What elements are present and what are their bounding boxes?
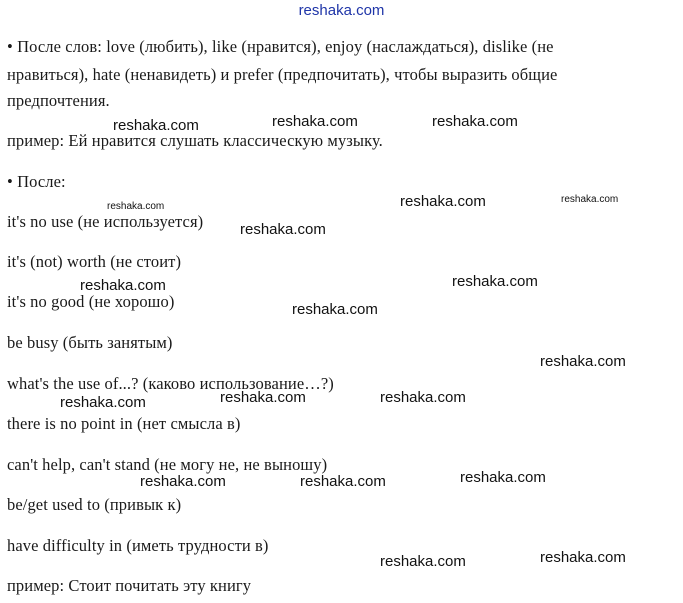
text-line: have difficulty in (иметь трудности в) xyxy=(7,536,269,555)
watermark: reshaka.com xyxy=(140,473,226,490)
text-line: there is no point in (нет смысла в) xyxy=(7,414,241,433)
watermark: reshaka.com xyxy=(380,389,466,406)
watermark: reshaka.com xyxy=(300,473,386,490)
text-line: пример: Стоит почитать эту книгу xyxy=(7,576,252,595)
watermark: reshaka.com xyxy=(107,201,165,212)
text-line: can't help, can't stand (не могу не, не выношу) xyxy=(7,455,328,474)
text-line: it's no use (не используется) xyxy=(7,212,204,231)
text-line: it's (not) worth (не стоит) xyxy=(7,252,182,271)
watermark: reshaka.com xyxy=(240,221,326,238)
watermark: reshaka.com xyxy=(292,301,378,318)
watermark: reshaka.com xyxy=(452,273,538,290)
text-line: it's no good (не хорошо) xyxy=(7,292,175,311)
header-watermark: reshaka.com xyxy=(298,2,385,19)
watermark: reshaka.com xyxy=(380,553,466,570)
watermark: reshaka.com xyxy=(540,353,626,370)
watermark: reshaka.com xyxy=(561,194,619,205)
watermark: reshaka.com xyxy=(60,394,146,411)
text-line: пример: Ей нравится слушать классическую музыку. xyxy=(7,131,383,150)
watermark: reshaka.com xyxy=(220,389,306,406)
text-line: be/get used to (привык к) xyxy=(7,495,182,514)
text-line: be busy (быть занятым) xyxy=(7,333,173,352)
watermark: reshaka.com xyxy=(80,277,166,294)
text-line: предпочтения. xyxy=(7,91,110,110)
watermark: reshaka.com xyxy=(400,193,486,210)
watermark: reshaka.com xyxy=(113,117,199,134)
text-line: • После слов: love (любить), like (нравится), enjoy (наслаждаться), dislike (не xyxy=(7,37,554,56)
text-line: what's the use of...? (каково использование…?) xyxy=(7,374,334,393)
watermark: reshaka.com xyxy=(540,549,626,566)
watermark: reshaka.com xyxy=(432,113,518,130)
watermark: reshaka.com xyxy=(272,113,358,130)
text-line: нравиться), hate (ненавидеть) и prefer (предпочитать), чтобы выразить общие xyxy=(7,65,558,84)
watermark: reshaka.com xyxy=(460,469,546,486)
text-line: • После: xyxy=(7,172,66,191)
